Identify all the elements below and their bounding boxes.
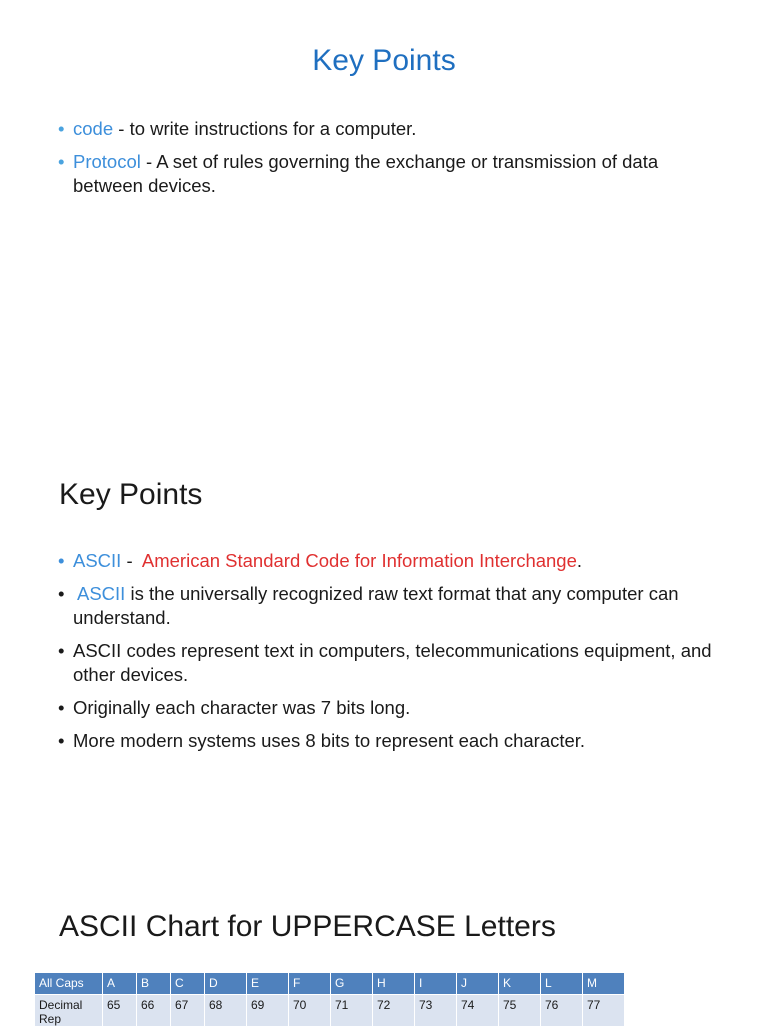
table-header-row — [35, 973, 625, 995]
table-cell: 73 — [415, 995, 457, 1027]
table-cell: 76 — [541, 995, 583, 1027]
bullet-dot-icon: • — [58, 550, 65, 571]
bullet-text: ASCII codes represent text in computers, telecommunications equipment, and other devices. — [73, 640, 712, 685]
term-code: code — [73, 118, 114, 139]
bullet-separator: - — [121, 550, 142, 571]
row-label-all-caps: All Caps — [35, 973, 103, 995]
table-cell: E — [247, 973, 289, 995]
bullet-protocol — [58, 150, 718, 198]
table-cell: K — [499, 973, 541, 995]
table-cell: D — [205, 973, 247, 995]
table-cell: B — [137, 973, 171, 995]
bullet-ascii-universal — [58, 582, 718, 630]
term-protocol: Protocol — [73, 151, 141, 172]
bullet-tail: . — [576, 550, 583, 571]
bullet-code — [58, 117, 718, 141]
table-cell: 67 — [171, 995, 205, 1027]
table-cell: 65 — [103, 995, 137, 1027]
table-cell: 74 — [457, 995, 499, 1027]
bullet-text: More modern systems uses 8 bits to represent each character. — [73, 730, 586, 751]
table-cell: I — [415, 973, 457, 995]
table-cell: M — [583, 973, 625, 995]
table-cell: L — [541, 973, 583, 995]
slide-2 — [0, 440, 768, 880]
table-cell: 70 — [289, 995, 331, 1027]
row-label-decimal-rep: Decimal Rep — [35, 995, 103, 1027]
bullet-dot-icon: • — [58, 118, 65, 139]
table-cell: 71 — [331, 995, 373, 1027]
bullet-dot-icon: • — [58, 151, 65, 172]
slide-1 — [0, 0, 768, 440]
bullet-dot-icon: • — [58, 640, 65, 661]
table-cell: A — [103, 973, 137, 995]
ascii-expansion: American Standard Code for Information Interchange — [141, 550, 577, 571]
table-cell: 68 — [205, 995, 247, 1027]
term-ascii: ASCII — [77, 583, 126, 604]
table-cell: 75 — [499, 995, 541, 1027]
slide-2-title: Key Points — [59, 478, 203, 511]
bullet-ascii-definition — [58, 549, 718, 573]
bullet-ascii-codes — [58, 639, 718, 687]
table-cell: 72 — [373, 995, 415, 1027]
bullet-dot-icon: • — [58, 697, 65, 718]
bullet-8-bits — [58, 729, 718, 753]
bullet-text: Originally each character was 7 bits long. — [73, 697, 411, 718]
table-cell: 66 — [137, 995, 171, 1027]
bullet-text: is the universally recognized raw text format that any computer can understand. — [73, 583, 679, 628]
bullet-dot-icon: • — [58, 730, 65, 751]
table-cell: J — [457, 973, 499, 995]
bullet-text: - A set of rules governing the exchange or transmission of data between devices. — [73, 151, 659, 196]
table-cell: H — [373, 973, 415, 995]
slide-1-title: Key Points — [312, 44, 456, 77]
term-ascii: ASCII — [73, 550, 122, 571]
slide-2-bullet-list — [58, 549, 718, 762]
table-cell: 69 — [247, 995, 289, 1027]
bullet-dot-icon: • — [58, 583, 65, 604]
table-cell: C — [171, 973, 205, 995]
slide-3-title: ASCII Chart for UPPERCASE Letters — [59, 910, 556, 943]
table-row — [35, 995, 625, 1027]
bullet-text: - to write instructions for a computer. — [113, 118, 417, 139]
ascii-uppercase-table — [34, 972, 625, 1027]
slide-3 — [0, 880, 768, 1024]
table-cell: F — [289, 973, 331, 995]
slide-1-bullet-list — [58, 117, 718, 207]
bullet-7-bits — [58, 696, 718, 720]
table-cell: G — [331, 973, 373, 995]
table-cell: 77 — [583, 995, 625, 1027]
